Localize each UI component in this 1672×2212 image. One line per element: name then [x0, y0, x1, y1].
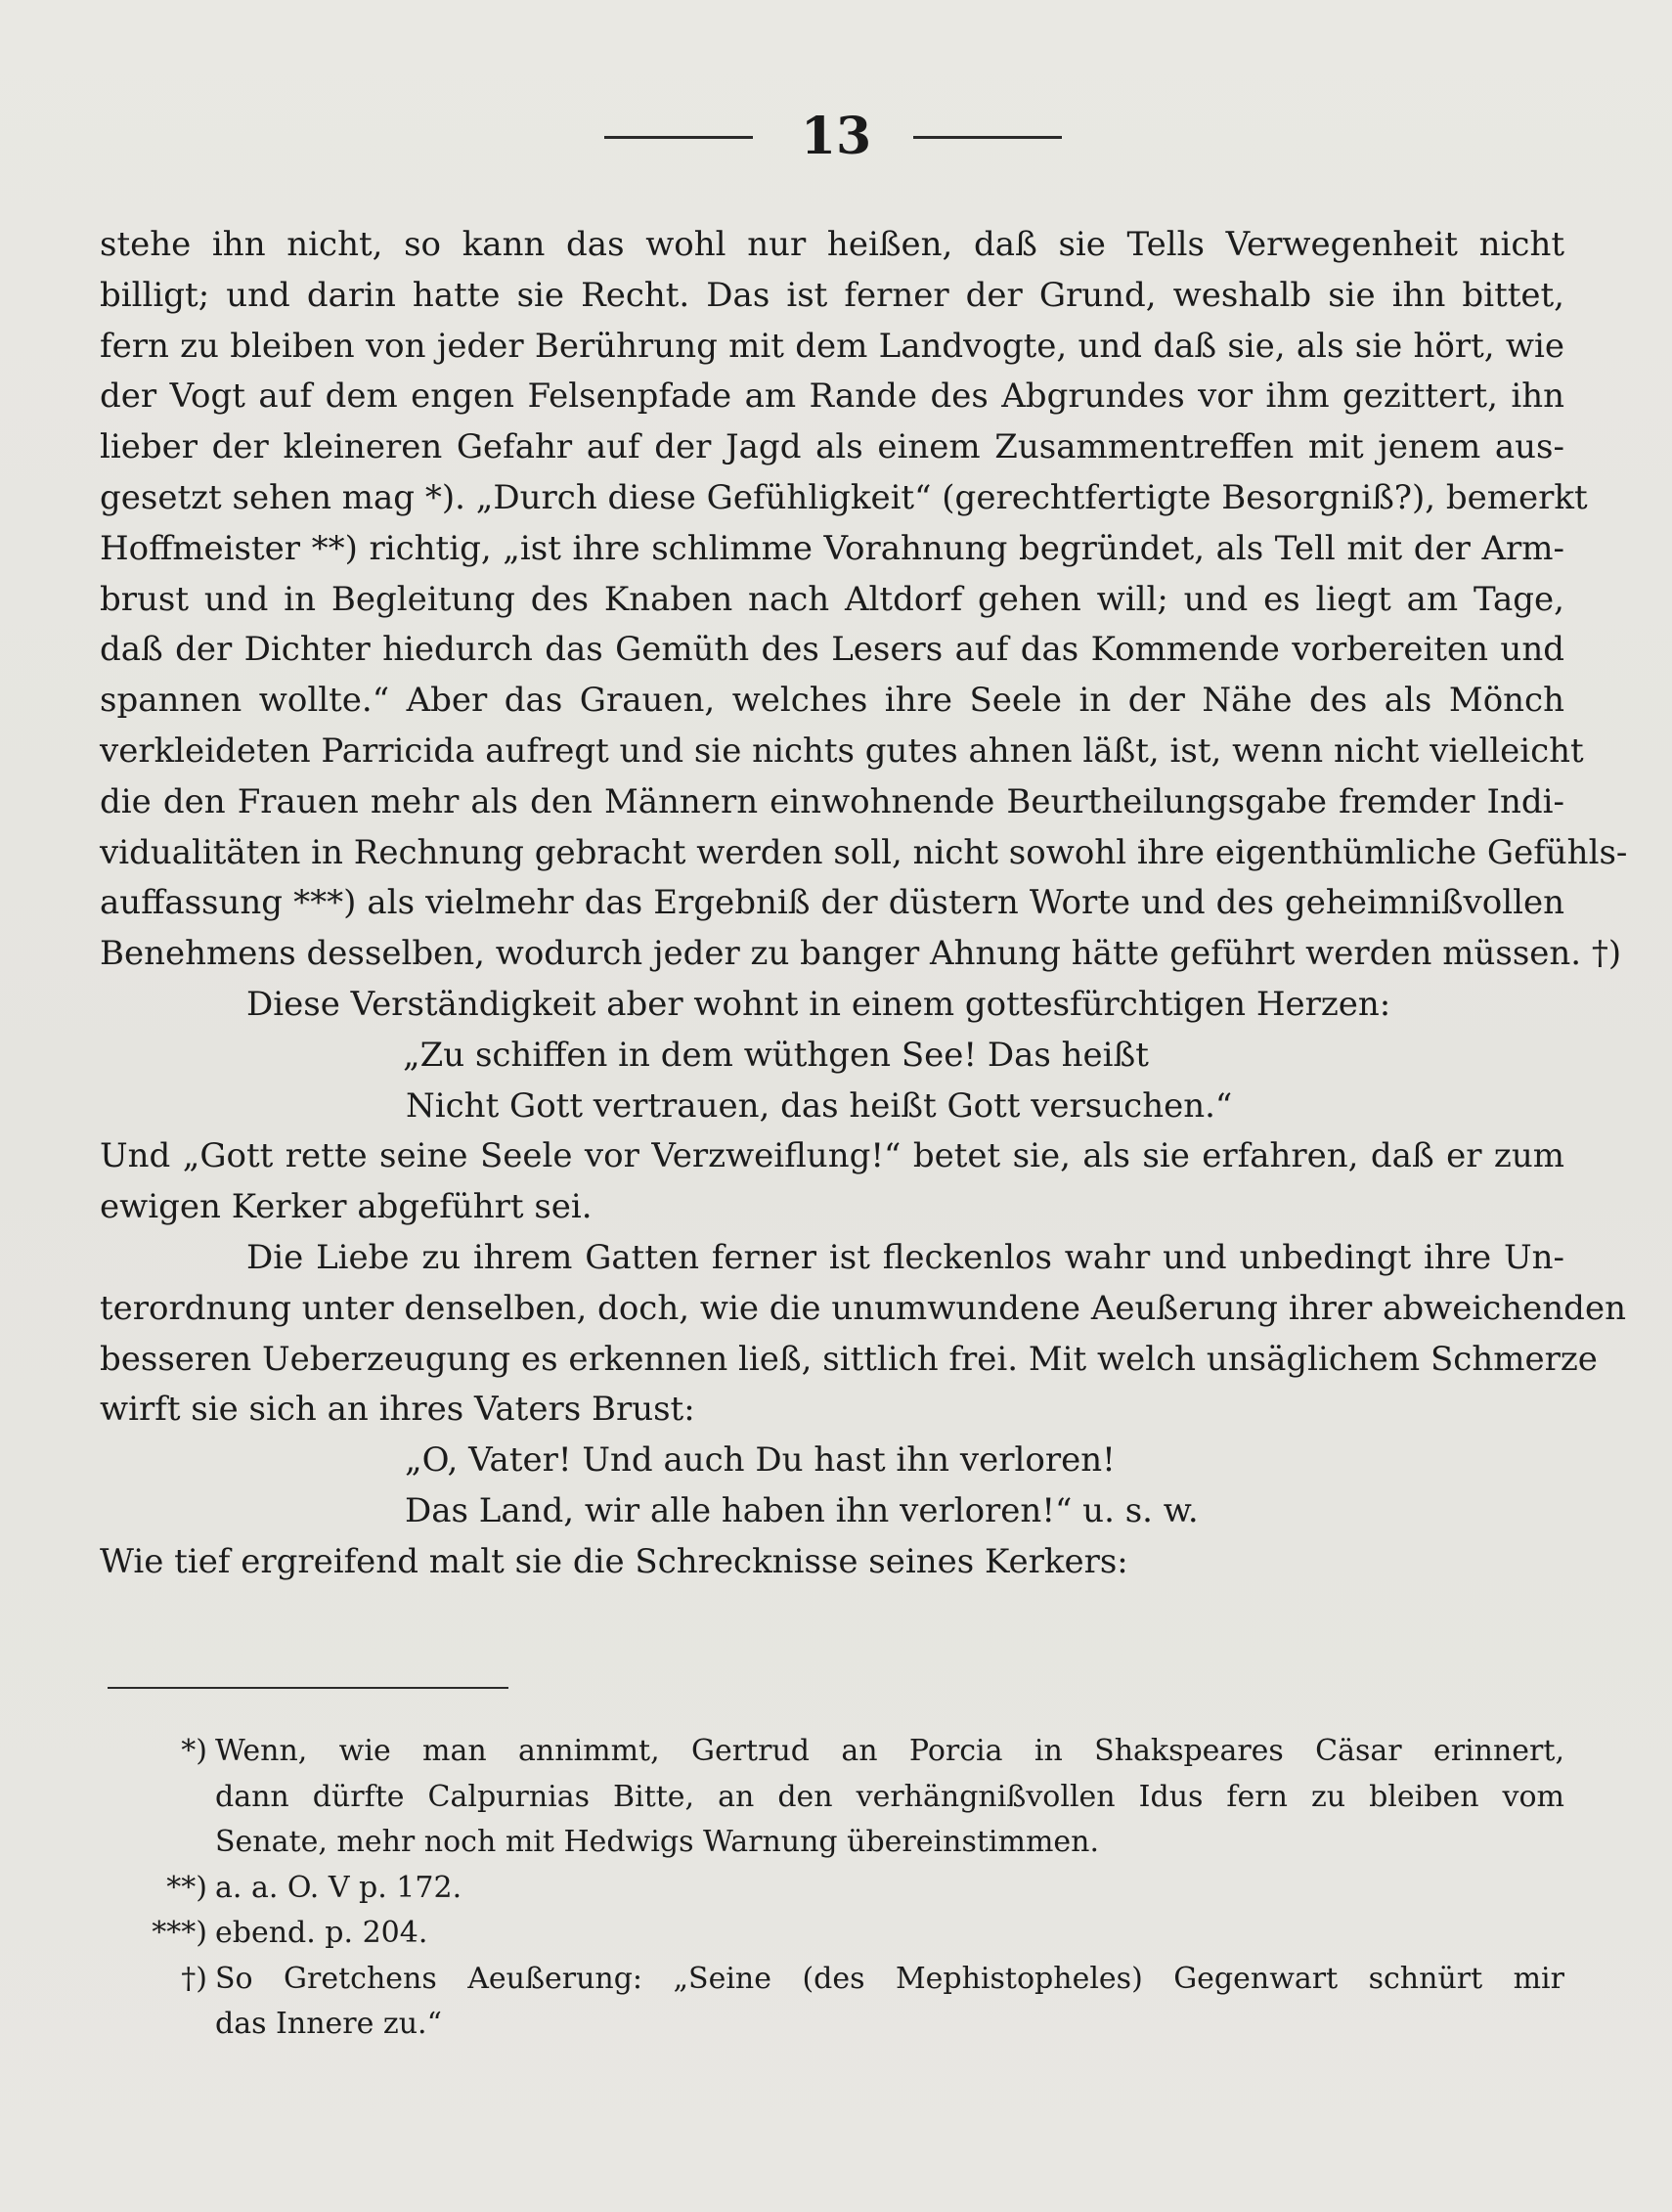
text-line: stehe ihn nicht, so kann das wohl nur heißen, daß sie Tells Verwegenheit nicht [100, 225, 1564, 264]
text-line: Benehmens desselben, wodurch jeder zu banger Ahnung hätte geführt werden müssen. †) [100, 934, 1622, 974]
text-line: Und „Gott rette seine Seele vor Verzweiflung!“ betet sie, als sie erfahren, daß er zum [100, 1136, 1564, 1176]
main-text [100, 220, 1628, 1588]
text-line: Wie tief ergreifend malt sie die Schrecknisse seines Kerkers: [100, 1541, 1128, 1581]
footnote-line: a. a. O. V p. 172. [215, 1870, 462, 1905]
verse-line: Nicht Gott vertrauen, das heißt Gott versuchen.“ [406, 1085, 1233, 1126]
text-line: Hoffmeister **) richtig, „ist ihre schlimme Vorahnung begründet, als Tell mit der Arm- [100, 528, 1564, 568]
text-line: der Vogt auf dem engen Felsenpfade am Rande des Abgrundes vor ihm gezittert, ihn [100, 376, 1564, 417]
text-line: lieber der kleineren Gefahr auf der Jagd als einem Zusammentreffen mit jenem aus- [100, 427, 1564, 467]
text-line: verkleideten Parricida aufregt und sie nichts gutes ahnen läßt, ist, wenn nicht vielleicht [100, 730, 1584, 771]
text-line: brust und in Begleitung des Knaben nach Altdorf gehen will; und es liegt am Tage, [100, 579, 1564, 619]
footnote-line: ebend. p. 204. [215, 1916, 428, 1950]
footnote-marker: ***) [152, 1916, 207, 1950]
footnote [100, 1957, 1564, 2048]
text-line: spannen wollte.“ Aber das Grauen, welches ihre Seele in der Nähe des als Mönch [100, 681, 1564, 721]
page-number: 13 [800, 107, 872, 166]
text-line: die den Frauen mehr als den Männern einwohnende Beurtheilungsgabe fremder Indi- [100, 781, 1564, 821]
header-rule-right [913, 136, 1062, 139]
header-rule-left [604, 136, 753, 139]
text-line: terordnung unter denselben, doch, wie die unumwundene Aeußerung ihrer abweichenden [100, 1288, 1626, 1328]
footnote-line: So Gretchens Aeußerung: „Seine (des Mephistopheles) Gegenwart schnürt mir [215, 1961, 1564, 1996]
text-line: billigt; und darin hatte sie Recht. Das ist ferner der Grund, weshalb sie ihn bittet, [100, 275, 1564, 315]
text-line: auffassung ***) als vielmehr das Ergebniß der düstern Worte und des geheimnißvollen [100, 883, 1564, 923]
footnote-line: Wenn, wie man annimmt, Gertrud an Porcia in Shakspeares Cäsar erinnert, [215, 1734, 1564, 1768]
paragraph-line: Die Liebe zu ihrem Gatten ferner ist fleckenlos wahr und unbedingt ihre Un- [246, 1237, 1564, 1277]
text-line: daß der Dichter hiedurch das Gemüth des Lesers auf das Kommende vorbereiten und [100, 630, 1564, 670]
text-line: vidualitäten in Rechnung gebracht werden soll, nicht sowohl ihre eigenthümliche Gefühls- [100, 832, 1628, 872]
footnote-line: dann dürfte Calpurnias Bitte, an den verhängnißvollen Idus fern zu bleiben vom [215, 1779, 1564, 1814]
verse-line: Das Land, wir alle haben ihn verloren!“ u. s. w. [405, 1490, 1199, 1530]
footnote [100, 1729, 1564, 1866]
verse-line: „O, Vater! Und auch Du hast ihn verloren! [405, 1440, 1116, 1481]
text-line: fern zu bleiben von jeder Berührung mit dem Landvogte, und daß sie, als sie hört, wie [100, 326, 1564, 366]
footnotes [100, 1729, 1564, 2048]
footnote-separator [108, 1687, 508, 1689]
footnote [100, 1911, 1564, 1957]
footnote-line: das Innere zu.“ [215, 2007, 442, 2041]
paragraph-line: Diese Verständigkeit aber wohnt in einem gottesfürchtigen Herzen: [246, 984, 1391, 1024]
text-line: wirft sie sich an ihres Vaters Brust: [100, 1390, 695, 1430]
page-header [0, 103, 1672, 171]
footnote-marker: †) [181, 1961, 207, 1996]
footnote-marker: *) [181, 1734, 207, 1768]
text-line: ewigen Kerker abgeführt sei. [100, 1187, 593, 1227]
footnote-marker: **) [166, 1870, 207, 1905]
verse-line: „Zu schiffen in dem wüthgen See! Das heißt [403, 1035, 1149, 1075]
footnote-line: Senate, mehr noch mit Hedwigs Warnung übereinstimmen. [215, 1825, 1099, 1859]
text-line: gesetzt sehen mag *). „Durch diese Gefühligkeit“ (gerechtfertigte Besorgniß?), bemerkt [100, 477, 1588, 517]
footnote [100, 1866, 1564, 1912]
text-line: besseren Ueberzeugung es erkennen ließ, sittlich frei. Mit welch unsäglichem Schmerze [100, 1339, 1598, 1379]
